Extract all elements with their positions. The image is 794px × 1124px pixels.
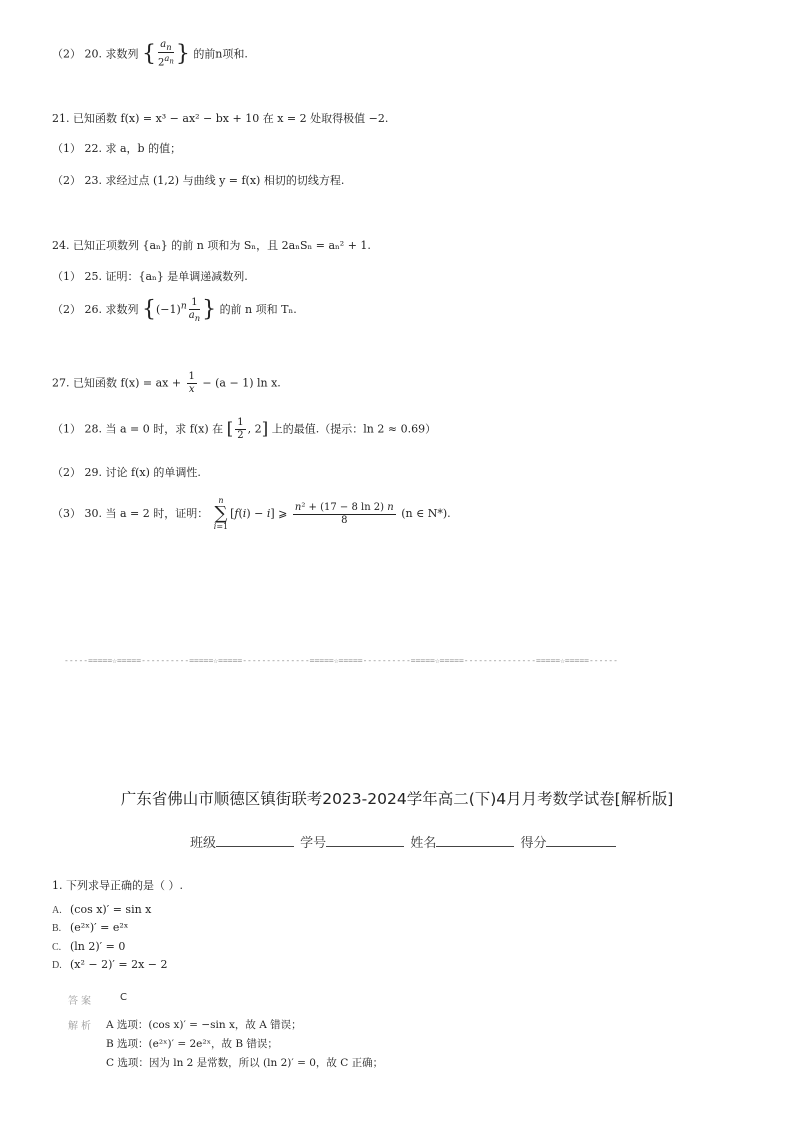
sub-label: （2） — [52, 174, 81, 187]
sub-label: （2） — [52, 47, 81, 61]
student-id-label: 学号 — [300, 836, 327, 851]
question-27: 27. 已知函数 f(x) = ax + $\frac{1}{x}$ − (a − 1) ln x. — [52, 371, 281, 395]
question-number: 24. — [52, 239, 70, 252]
question-text: 讨论 f(x) 的单调性. — [105, 466, 201, 479]
question-number: 28. — [84, 422, 102, 436]
question-number: 29. — [84, 466, 102, 479]
exam-title: 广东省佛山市顺德区镇街联考2023-2024学年高二(下)4月月考数学试卷[解析版] — [120, 790, 674, 808]
question-stem: 下列求导正确的是（ ）. — [66, 879, 183, 892]
question-number: 21. — [52, 112, 70, 125]
analysis-tag: 解析 — [68, 1021, 94, 1032]
question-1 — [52, 877, 183, 893]
question-22 — [52, 140, 181, 156]
question-29 — [52, 464, 201, 480]
question-23 — [52, 172, 344, 188]
sub-label: （2） — [52, 303, 81, 317]
question-number: 1. — [52, 879, 63, 892]
sub-label: （3） — [52, 507, 81, 520]
score-label: 得分 — [520, 836, 547, 851]
answer-value: C — [120, 992, 127, 1003]
sub-label: （1） — [52, 142, 81, 155]
student-info-line — [190, 832, 618, 851]
question-28: （1） 28. 当 a = 0 时，求 f(x) 在 [ $\frac{1}{2}$ , 2] 上的最值.（提示：ln 2 ≈ 0.69） — [52, 417, 437, 441]
question-number: 27. — [52, 376, 70, 390]
sub-label: （1） — [52, 422, 81, 436]
question-text: 证明：{aₙ} 是单调递减数列. — [105, 270, 248, 283]
option-c: C. (ln 2)′ = 0 — [52, 940, 126, 953]
question-30: （3） 30. 当 a = 2 时，证明： n ∑ i=1 [f(i) − i] ⩾ $\frac{\text{n² + (17 − 8 ln 2) n}}{8}$ (n ∈ N*). — [52, 496, 451, 531]
analysis-line-b: B 选项：(e²ˣ)′ = 2e²ˣ，故 B 错误； — [106, 1038, 278, 1050]
question-24 — [52, 237, 371, 253]
option-b: B. (e²ˣ)′ = e²ˣ — [52, 921, 129, 934]
section-divider: -----=====☆=====----------=====☆=====--------------=====☆=====----------=====☆=====---------------=====☆=====------ — [64, 656, 618, 665]
option-d: D. (x² − 2)′ = 2x − 2 — [52, 958, 168, 971]
option-a: A. (cos x)′ = sin x — [52, 903, 152, 916]
question-20: （2） 20. 求数列 { $\frac{a_n}{2^{a_n}}$ } 的前n项和. — [52, 39, 248, 69]
analysis-line-c: C 选项：因为 ln 2 是常数，所以 (ln 2)′ = 0，故 C 正确； — [106, 1057, 384, 1069]
question-text: 已知正项数列 {aₙ} 的前 n 项和为 Sₙ，且 2aₙSₙ = aₙ² + 1. — [73, 239, 371, 252]
question-number: 30. — [84, 507, 102, 520]
question-21 — [52, 110, 388, 126]
analysis-line-a: A 选项：(cos x)′ = −sin x，故 A 错误； — [106, 1019, 302, 1031]
sub-label: （1） — [52, 270, 81, 283]
question-number: 26. — [84, 303, 102, 317]
sub-label: （2） — [52, 466, 81, 479]
question-26: （2） 26. 求数列 {$(-1)^n$ $\frac{1}{a_n}$ } 的前 n 项和 Tₙ. — [52, 297, 297, 323]
question-25 — [52, 268, 248, 284]
question-text: 已知函数 f(x) = x³ − ax² − bx + 10 在 x = 2 处取得极值 −2. — [73, 112, 389, 125]
question-number: 23. — [84, 174, 102, 187]
class-label: 班级 — [190, 836, 217, 851]
name-label: 姓名 — [410, 836, 437, 851]
answer-tag: 答案 — [68, 996, 94, 1007]
question-text: 求经过点 (1,2) 与曲线 y = f(x) 相切的切线方程. — [105, 174, 345, 187]
question-text: 求 a，b 的值； — [105, 142, 182, 155]
question-number: 25. — [84, 270, 102, 283]
question-number: 20. — [84, 47, 102, 61]
question-number: 22. — [84, 142, 102, 155]
